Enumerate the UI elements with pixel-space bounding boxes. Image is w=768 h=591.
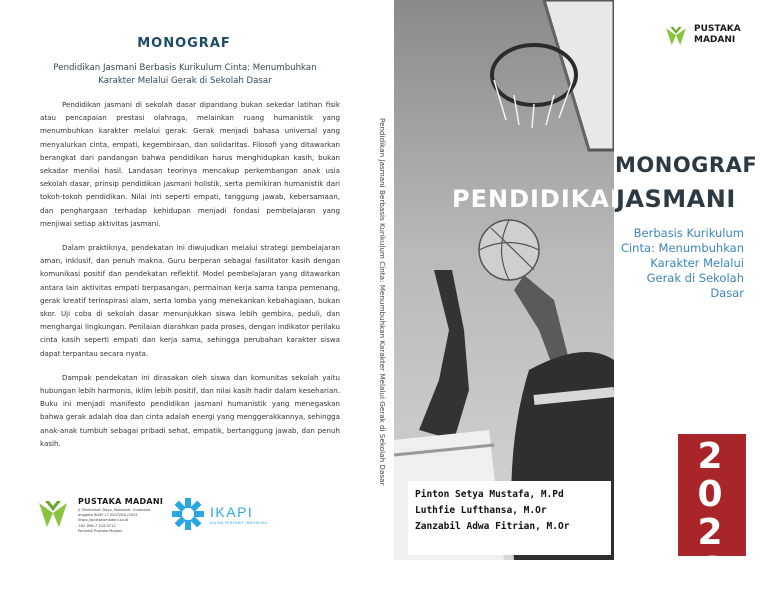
year-badge [678, 434, 746, 591]
ikapi-name: IKAPI [210, 504, 254, 520]
pustaka-madani-logo-icon [664, 24, 688, 48]
publication-year: 2026 [697, 436, 727, 591]
back-cover-subtitle: Pendidikan Jasmani Berbasis Kurikulum Cinta: Menumbuhkan Karakter Melalui Gerak di Sekolah Dasar [53, 63, 317, 86]
front-title-part2: JASMANI [616, 185, 736, 213]
front-publisher-name [694, 24, 741, 46]
synopsis-paragraph: Dampak pendekatan ini dirasakan oleh siswa dan komunitas sekolah yaitu hubungan lebih harmonis, iklim lebih positif, dan nilai kasih hadir dalam keseharian. Buku ini menjadi manifesto pendidikan jasmani humanistik yang menegaskan bahwa gerak adalah doa dan cinta adalah energi yang menggerakkannya, sehingga anak-anak tumbuh sebagai pribadi sehat, empatik, bertanggung jawab, dan penuh kasih. [40, 372, 340, 448]
pustaka-madani-logo-icon [36, 497, 70, 531]
ikapi-tagline: IKATAN PENERBIT INDONESIA [210, 521, 268, 525]
front-title-part1: PENDIDIKAN [452, 185, 632, 213]
back-cover-title: MONOGRAF [137, 36, 231, 51]
author-name: Pinton Setya Mustafa, M.Pd [415, 489, 564, 500]
front-cover-label: MONOGRAF [615, 153, 758, 177]
author-name: Luthfie Lufthansa, M.Or [415, 505, 547, 516]
basketball-photo [394, 0, 614, 560]
back-cover [0, 0, 368, 560]
publisher-contact [78, 508, 168, 534]
publisher-phone: +62 898-7 143-9712 [78, 523, 116, 528]
author-list [408, 481, 611, 555]
spine-title: Pendidikan Jasmani Berbasis Kurikulum Cinta: Menumbuhkan Karakter Melalui Gerak di Sekolah Dasar [378, 118, 387, 486]
front-publisher-line: MADANI [694, 35, 736, 45]
synopsis-paragraph: Dalam praktiknya, pendekatan ini diwujudkan melalui strategi pembelajaran aman, inklusif, dan penuh makna. Guru berperan sebagai fasilitator kasih dengan komunikasi positif dan pendekatan reflektif. Model pembelajaran yang ditawarkan antara lain aktivitas empati berpasangan, permainan kerja sama tanpa pemenang, gerak kreatif terinspirasi alam, serta lomba yang menekankan kebahagiaan, bukan skor. Uji coba di sekolah dasar menunjukkan siswa lebih gembira, peduli, dan menghargai lingkungan. Penilaian diarahkan pada proses, dengan indikator perilaku cinta kasih seperti empati dan kerja sama, sehingga perubahan karakter siswa dapat terpantau secara nyata. [40, 243, 340, 358]
ikapi-logo-icon [170, 496, 206, 532]
publisher-social: Penerbit Pustaka Madani [78, 528, 123, 533]
publisher-membership: anggota IKAPI 17 0007/SUL/2024 [78, 513, 138, 518]
basketball-illustration [394, 0, 614, 560]
publisher-website: https://pustakamadani.co.id [78, 518, 129, 523]
front-cover [394, 0, 768, 591]
front-subtitle: Berbasis Kurikulum Cinta: Menumbuhkan Karakter Melalui Gerak di Sekolah Dasar [620, 226, 744, 300]
publisher-address: Jl. Marhamah Raya, Makassar, Indonesia [78, 508, 151, 512]
synopsis-paragraph: Pendidikan jasmani di sekolah dasar dipandang bukan sekedar latihan fisik atau pencapaian prestasi olahraga, melainkan ruang humanistik yang menumbuhkan karakter melalui gerak. Gerak menjadi bahasa universal yang menyalurkan cinta, empati, kegembiraan, dan solidaritas. Filosofi yang ditawarkan berangkat dari pandangan bahwa pendidikan harus menghidupkan kasih, bukan sekadar menilai hasil. Landasan teorinya mencakup perkembangan anak usia sekolah dasar, prinsip pendidikan jasmani holistik, serta pemikiran humanistik dari tokoh-tokoh pendidikan. Nilai inti seperti empati, tanggung jawab, kebersamaan, dan penghargaan terhadap kehidupan menjadi fondasi pembelajaran yang menjiwai setiap aktivitas jasmani. [40, 100, 340, 228]
author-name: Zanzabil Adwa Fitrian, M.Or [415, 521, 570, 532]
front-publisher-line: PUSTAKA [694, 24, 741, 34]
publisher-name: PUSTAKA MADANI [78, 497, 164, 506]
back-cover-synopsis [40, 98, 340, 461]
